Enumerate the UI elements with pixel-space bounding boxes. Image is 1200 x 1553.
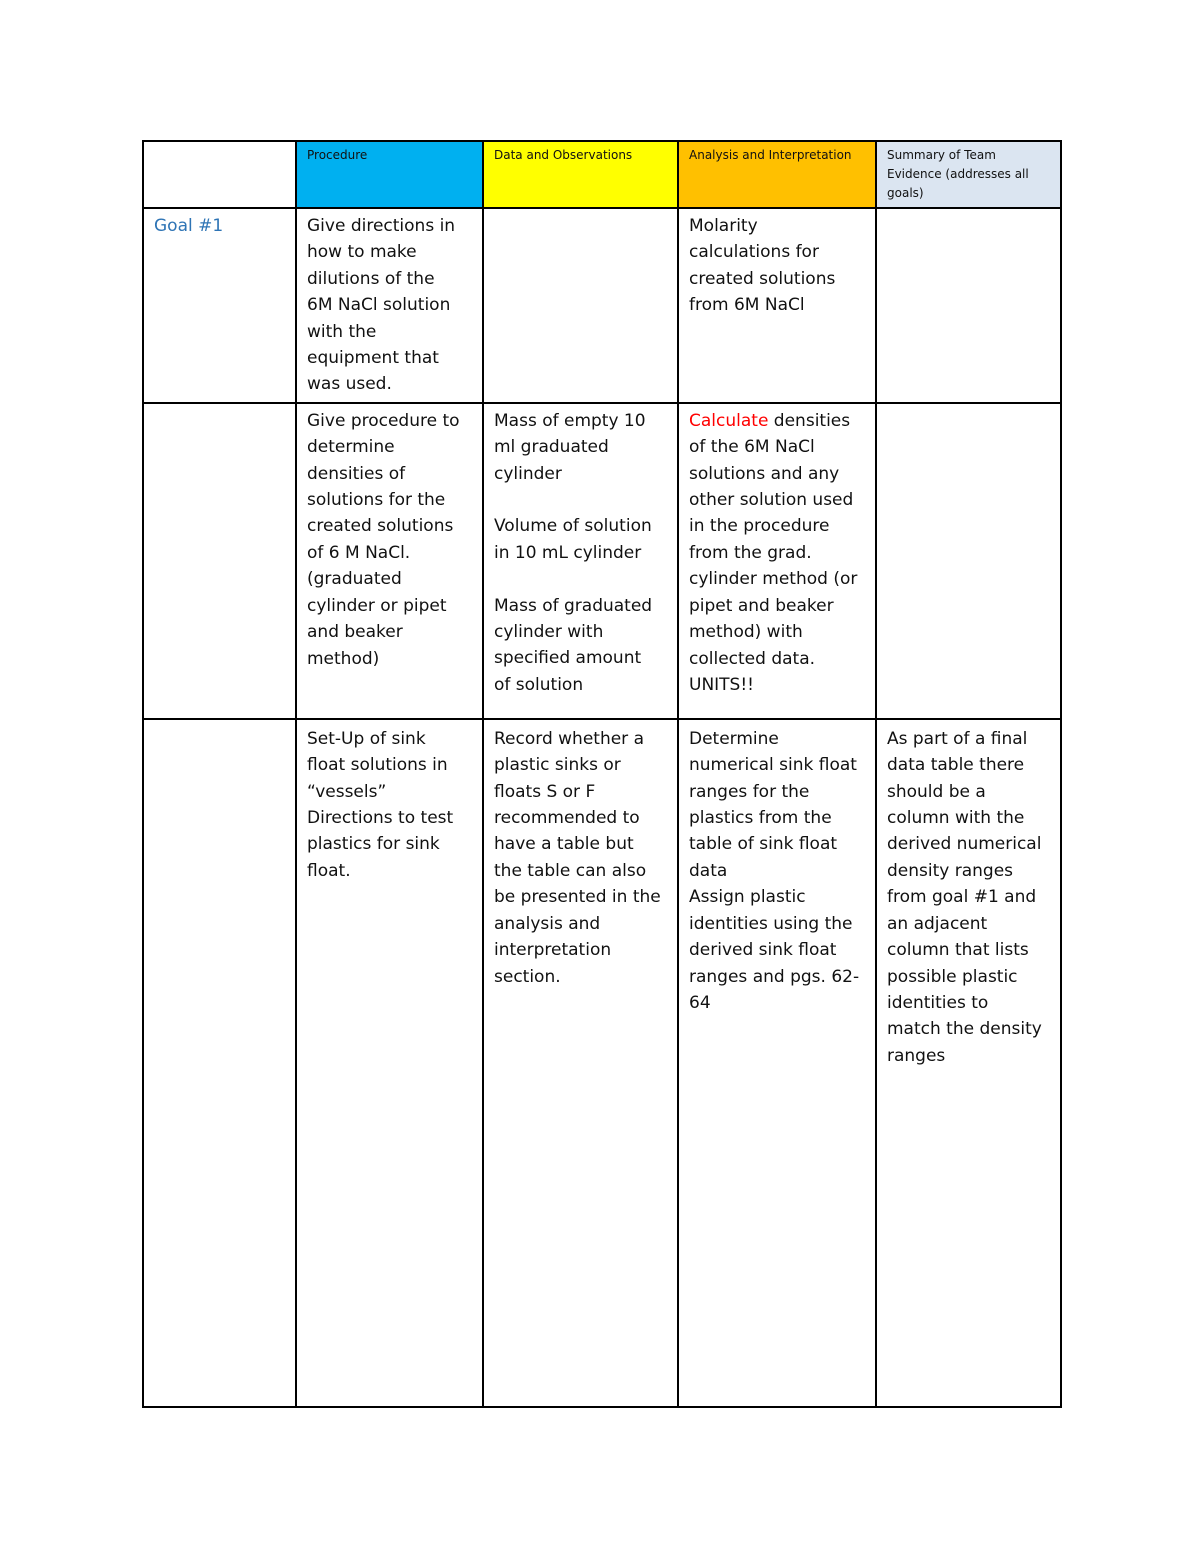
summary-cell: [876, 719, 1061, 1407]
procedure-cell: [296, 208, 483, 403]
cell-line: determine: [307, 437, 395, 458]
cell-line: 6M NaCl solution: [307, 295, 451, 316]
header-procedure: Procedure: [296, 141, 483, 208]
table-row: [143, 208, 1061, 403]
cell-line: data table there: [887, 755, 1025, 776]
cell-line: derived sink float: [689, 940, 837, 961]
header-summary-evidence: Summary of Team Evidence (addresses all goals): [876, 141, 1061, 208]
cell-line: UNITS!!: [689, 674, 754, 695]
cell-line: Assign plastic: [689, 887, 806, 908]
cell-line: ranges and pgs. 62-: [689, 966, 860, 987]
header-row: [143, 141, 1061, 208]
cell-line: “vessels”: [307, 781, 387, 802]
cell-line: Directions to test: [307, 808, 454, 829]
cell-line: from goal #1 and: [887, 887, 1037, 908]
cell-line: should be a: [887, 781, 986, 802]
cell-line: method): [307, 648, 380, 669]
table-row: [143, 403, 1061, 719]
cell-line: of solution: [494, 674, 584, 695]
cell-line: ml graduated: [494, 437, 609, 458]
data-cell: [483, 208, 678, 403]
cell-line-rest: densities: [768, 410, 851, 431]
cell-line: derived numerical: [887, 834, 1042, 855]
cell-line: created solutions: [307, 516, 454, 537]
cell-line: solutions for the: [307, 490, 446, 511]
procedure-cell: [296, 403, 483, 719]
cell-line: density ranges: [887, 860, 1014, 881]
analysis-cell: [678, 208, 876, 403]
cell-line: densities of: [307, 463, 406, 484]
cell-line: be presented in the: [494, 887, 661, 908]
data-cell: [483, 719, 678, 1407]
table-row: [143, 719, 1061, 1407]
cell-line: possible plastic: [887, 966, 1018, 987]
cell-line: section.: [494, 966, 561, 987]
cell-line: (graduated: [307, 569, 402, 590]
cell-line: other solution used: [689, 490, 854, 511]
header-data-observations: Data and Observations: [483, 141, 678, 208]
cell-line: Record whether a: [494, 728, 644, 749]
cell-line: from 6M NaCl: [689, 295, 805, 316]
cell-line: float.: [307, 860, 351, 881]
cell-line: cylinder with: [494, 622, 604, 643]
cell-line: analysis and: [494, 913, 601, 934]
cell-line: ranges for the: [689, 781, 810, 802]
cell-line: cylinder or pipet: [307, 595, 447, 616]
cell-line: from the grad.: [689, 542, 812, 563]
goal-label: [143, 403, 296, 719]
cell-line: Volume of solution: [494, 516, 652, 537]
goals-table: [142, 140, 1062, 1408]
analysis-cell: [678, 719, 876, 1407]
cell-line: and beaker: [307, 622, 403, 643]
cell-line: ranges: [887, 1045, 946, 1066]
goal-label: [143, 719, 296, 1407]
goal-label: Goal #1: [143, 208, 296, 403]
cell-line: equipment that: [307, 348, 439, 369]
cell-line: the table can also: [494, 860, 647, 881]
cell-line: column with the: [887, 808, 1025, 829]
cell-line: method) with: [689, 622, 803, 643]
data-cell: [483, 403, 678, 719]
cell-line: Mass of empty 10: [494, 410, 646, 431]
calculate-emphasis: Calculate: [689, 410, 769, 431]
cell-line: how to make: [307, 242, 417, 263]
cell-line: Give directions in: [307, 216, 456, 236]
procedure-cell: [296, 719, 483, 1407]
header-blank-cell: [143, 141, 296, 208]
paragraph-gap: [494, 487, 667, 513]
cell-line: of 6 M NaCl.: [307, 542, 411, 563]
cell-line: [689, 408, 865, 434]
cell-line: of the 6M NaCl: [689, 437, 815, 458]
cell-line: calculations for: [689, 242, 819, 263]
cell-line: Molarity: [689, 216, 758, 236]
cell-line: data: [689, 860, 728, 881]
cell-line: dilutions of the: [307, 268, 435, 289]
cell-line: Set-Up of sink: [307, 728, 426, 749]
cell-line: pipet and beaker: [689, 595, 834, 616]
cell-line: Determine: [689, 728, 779, 749]
cell-line: plastics for sink: [307, 834, 440, 855]
cell-line: was used.: [307, 374, 392, 395]
cell-line: cylinder method (or: [689, 569, 858, 590]
cell-line: numerical sink float: [689, 755, 857, 776]
cell-line: in 10 mL cylinder: [494, 542, 642, 563]
cell-line: have a table but: [494, 834, 634, 855]
cell-line: in the procedure: [689, 516, 830, 537]
cell-line: identities to: [887, 992, 989, 1013]
cell-line: cylinder: [494, 463, 562, 484]
cell-line: an adjacent: [887, 913, 988, 934]
analysis-cell: [678, 403, 876, 719]
cell-line: float solutions in: [307, 755, 448, 776]
cell-line: created solutions: [689, 268, 836, 289]
header-analysis-interpretation: Analysis and Interpretation: [678, 141, 876, 208]
cell-line: recommended to: [494, 808, 640, 829]
cell-line: plastic sinks or: [494, 755, 621, 776]
cell-line: table of sink float: [689, 834, 838, 855]
cell-line: with the: [307, 321, 377, 342]
cell-line: interpretation: [494, 940, 612, 961]
cell-line: As part of a final: [887, 728, 1028, 749]
cell-line: identities using the: [689, 913, 853, 934]
cell-line: column that lists: [887, 940, 1029, 961]
cell-line: match the density: [887, 1019, 1042, 1040]
cell-line: solutions and any: [689, 463, 840, 484]
summary-cell: [876, 403, 1061, 719]
summary-cell: [876, 208, 1061, 403]
cell-line: specified amount: [494, 648, 642, 669]
cell-line: collected data.: [689, 648, 816, 669]
cell-line: 64: [689, 992, 711, 1013]
paragraph-gap: [494, 566, 667, 592]
cell-line: floats S or F: [494, 781, 596, 802]
cell-line: Give procedure to: [307, 410, 460, 431]
cell-line: Mass of graduated: [494, 595, 653, 616]
cell-line: plastics from the: [689, 808, 832, 829]
